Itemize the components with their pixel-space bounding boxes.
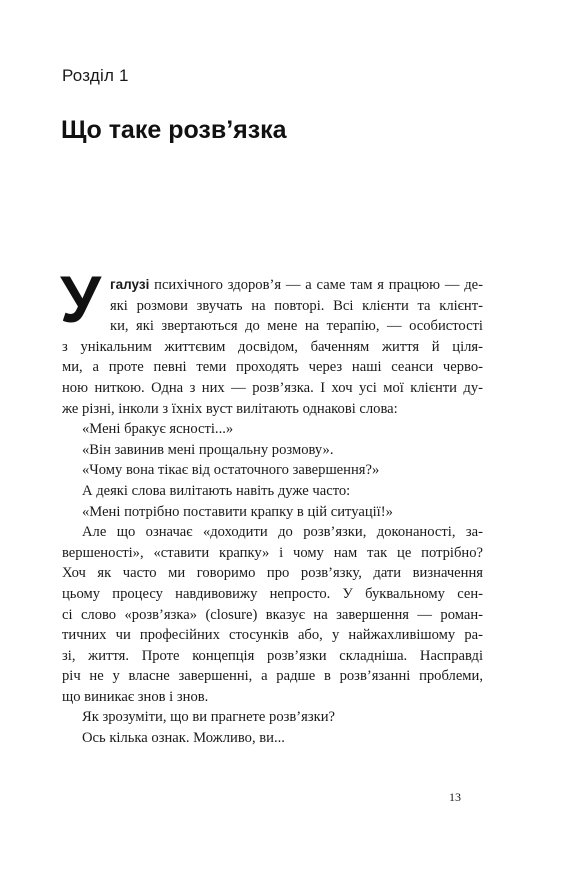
text-line: цьому процесу навдивовижу непросто. У буквальному сен- bbox=[62, 585, 483, 602]
text-line: річ не у власне завершенні, а радше в розв’язанні проблеми, bbox=[62, 668, 483, 685]
page-number: 13 bbox=[449, 790, 461, 804]
lead-word: галузі bbox=[110, 277, 150, 292]
drop-cap: У bbox=[60, 262, 102, 336]
text-line: Хоч як часто ми говоримо про розв’язку, дати визначення bbox=[62, 565, 483, 582]
text-line: які розмови звучать на повторі. Всі клієнти та клієнт- bbox=[110, 297, 483, 314]
text-line: сі слово «розв’язка» (closure) вказує на завершення — роман- bbox=[62, 606, 483, 623]
text-line: «Мені бракує ясності...» bbox=[82, 421, 234, 438]
text-line: зі, життя. Проте концепція розв’язки складніша. Насправді bbox=[62, 647, 483, 664]
chapter-label: Розділ 1 bbox=[62, 66, 129, 85]
text-line: А деякі слова вилітають навіть дуже часто: bbox=[82, 482, 351, 499]
text-line: же різні, інколи з їхніх вуст вилітають однакові слова: bbox=[62, 400, 398, 417]
chapter-title: Що таке розв’язка bbox=[61, 116, 287, 144]
text-line: ми, а проте певні теми проходять через наші сеанси черво- bbox=[62, 359, 483, 376]
text-line: Але що означає «доходити до розв’язки, доконаності, за- bbox=[82, 524, 483, 541]
paragraph-first-line bbox=[110, 275, 483, 296]
text-line: Як зрозуміти, що ви прагнете розв’язки? bbox=[82, 709, 336, 726]
first-line-rest: психічного здоров’я — а саме там я працюю — де- bbox=[149, 277, 483, 293]
text-line: що виникає знов і знов. bbox=[62, 688, 209, 705]
text-line: ки, які звертаються до мене на терапію, — особистості bbox=[110, 318, 483, 335]
body-text bbox=[60, 262, 483, 749]
text-line: вершеності», «ставити крапку» і чому нам так це потрібно? bbox=[62, 544, 483, 561]
text-line: ною ниткою. Одна з них — розв’язка. І хоч усі мої клієнти ду- bbox=[62, 379, 483, 396]
text-line: тичних чи професійних стосунків або, у найжахливішому ра- bbox=[62, 627, 483, 644]
text-line: з унікальним життєвим досвідом, баченням життя й ціля- bbox=[62, 338, 483, 355]
text-line: Ось кілька ознак. Можливо, ви... bbox=[82, 730, 285, 747]
text-line: «Чому вона тікає від остаточного завершення?» bbox=[82, 462, 380, 479]
text-line: «Він завинив мені прощальну розмову». bbox=[82, 441, 334, 458]
text-line: «Мені потрібно поставити крапку в цій ситуації!» bbox=[82, 503, 393, 520]
